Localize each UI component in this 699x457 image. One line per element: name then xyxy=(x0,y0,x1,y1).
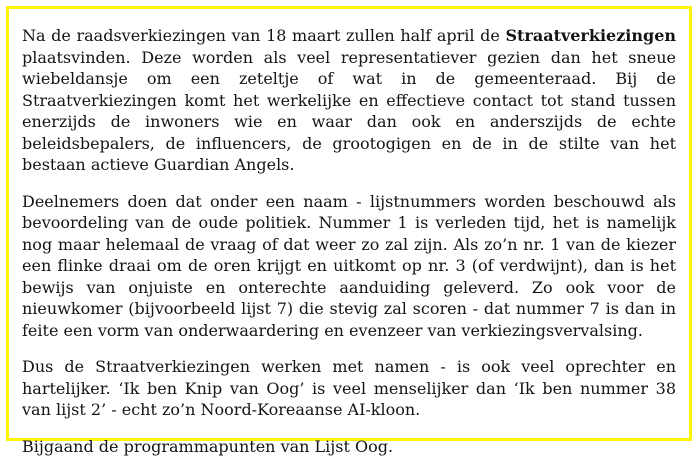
paragraph-closing: Bijgaand de programmapunten van Lijst Oog. xyxy=(22,436,676,457)
document-body xyxy=(22,25,676,457)
paragraph-intro-text-after: plaatsvinden. Deze worden als veel representatiever gezien dan het sneue wiebeldansje om een zeteltje of wat in de gemeenteraad. Bij de Straatverkiezingen komt het werkelijke en effectieve contact tot stand tussen enerzijds de inwoners wie en waar dan ook en anderszijds de echte beleidsbepalers, de influencers, de grootogigen en de in de stilte van het bestaan actieve Guardian Angels. xyxy=(22,48,676,175)
yellow-border-frame xyxy=(6,6,692,441)
bold-keyword-straatverkiezingen: Straatverkiezingen xyxy=(505,26,676,45)
paragraph-namen: Dus de Straatverkiezingen werken met namen - is ook veel oprechter en hartelijker. ‘Ik ben Knip van Oog’ is veel menselijker dan ‘Ik ben nummer 38 van lijst 2’ - echt zo’n Noord-Koreaanse AI-kloon. xyxy=(22,356,676,421)
paragraph-intro-text-before: Na de raadsverkiezingen van 18 maart zullen half april de xyxy=(22,26,505,45)
paragraph-intro xyxy=(22,25,676,176)
paragraph-deelnemers: Deelnemers doen dat onder een naam - lijstnummers worden beschouwd als bevoordeling van de oude politiek. Nummer 1 is verleden tijd, het is namelijk nog maar helemaal de vraag of dat weer zo zal zijn. Als zo’n nr. 1 van de kiezer een flinke draai om de oren krijgt en uitkomt op nr. 3 (of verdwijnt), dan is het bewijs van onjuiste en onterechte aanduiding geleverd. Zo ook voor de nieuwkomer (bijvoorbeeld lijst 7) die stevig zal scoren - dat nummer 7 is dan in feite een vorm van onderwaardering en evenzeer van verkiezingsvervalsing. xyxy=(22,191,676,342)
